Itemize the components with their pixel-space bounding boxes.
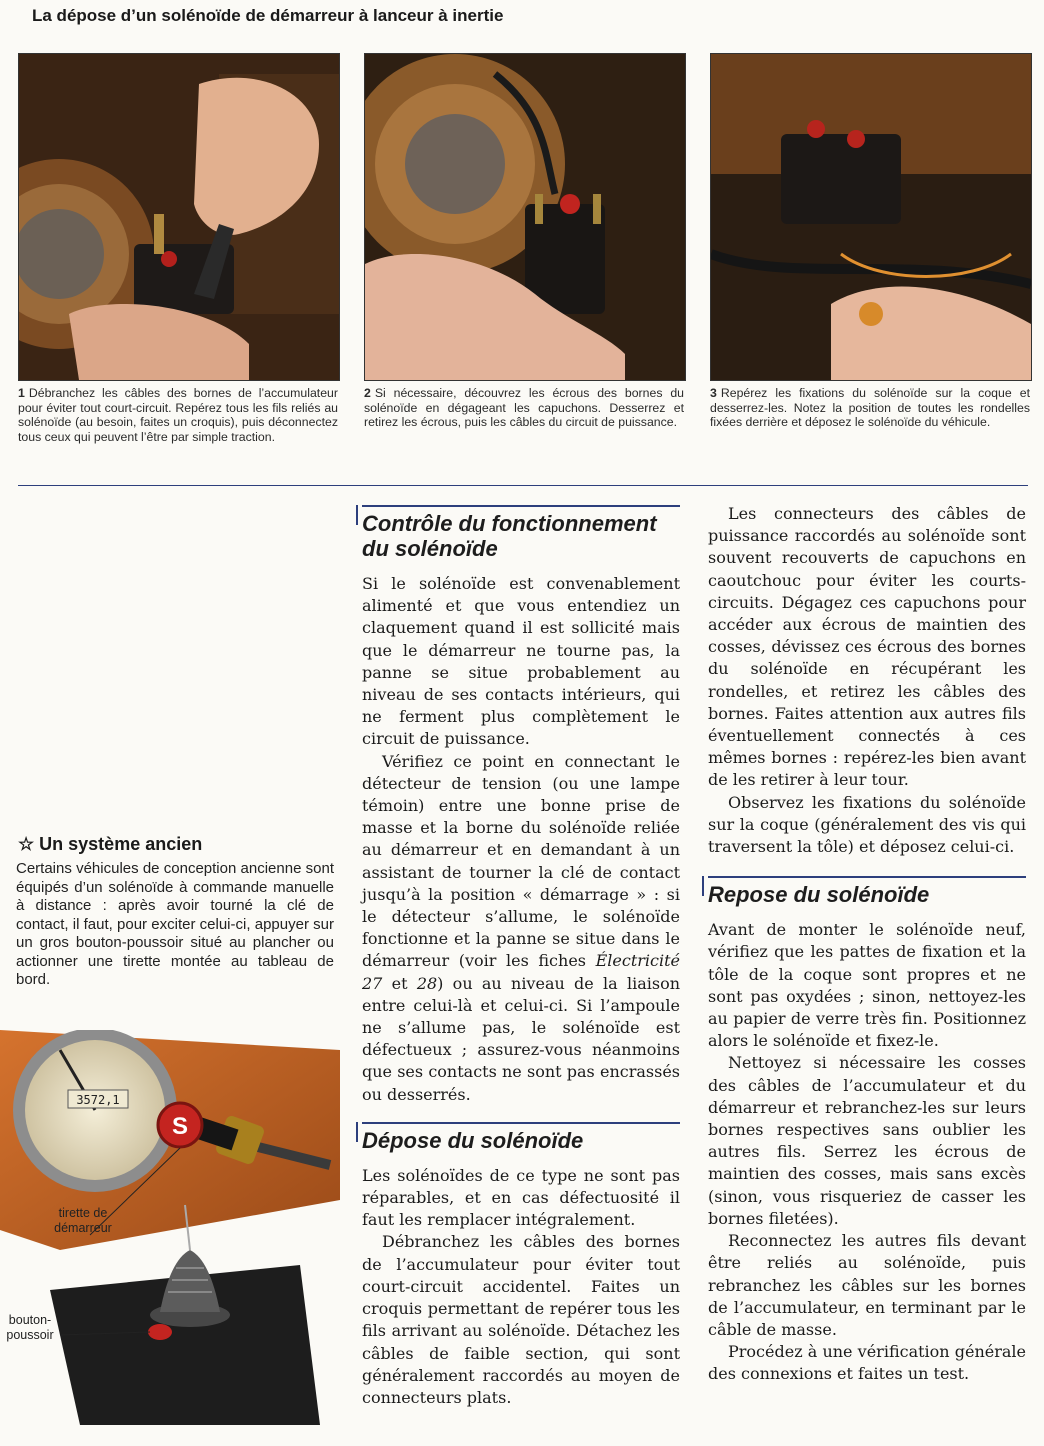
sidebar-title-text: Un système ancien bbox=[39, 834, 203, 854]
depose-paragraph-1: Les solénoïdes de ce type ne sont pas réparables, et en cas défectuosité il faut les remplacer intégralement. bbox=[362, 1165, 680, 1230]
caption-number: 1 bbox=[18, 386, 25, 400]
controle-p2-and: et bbox=[382, 973, 417, 993]
controle-paragraph-1: Si le solénoïde est convenablement alimenté et que vous entendiez un claquement quand il est sollicité mais que le démarreur ne tourne pas, la panne se situe probablement au niveau de ses contacts intérieurs, qui ne ferment plus complètement le circuit de puissance. bbox=[362, 574, 680, 749]
caption-step-3 bbox=[710, 386, 1030, 430]
caption-step-1 bbox=[18, 386, 338, 444]
gauge-odometer: 3572,1 bbox=[76, 1093, 120, 1107]
caption-text: Si nécessaire, découvrez les écrous des bornes du solénoïde en dégageant les capuchons. Desserrez et retirez les écrous, puis les câbles du circuit de puissance. bbox=[364, 386, 684, 430]
controle-ref-2: 28 bbox=[416, 973, 438, 993]
caption-text: Repérez les fixations du solénoïde sur la coque et desserrez-les. Notez la position de toutes les rondelles fixées derrière et déposez le solénoïde du véhicule. bbox=[710, 386, 1030, 430]
caption-step-2 bbox=[364, 386, 684, 430]
caption-text: Débranchez les câbles des bornes de l’accumulateur pour éviter tout court-circuit. Repérez tous les fils reliés au solénoïde (au besoin, faites un croquis), puis déconnectez tous ceux qui peuvent l’être par simple traction. bbox=[18, 386, 338, 444]
photo-step-3 bbox=[710, 53, 1032, 381]
heading-depose: Dépose du solénoïde bbox=[362, 1122, 680, 1159]
sidebar-text: Certains véhicules de conception ancienne sont équipés d’un solénoïde à commande manuelle à distance : après avoir tourné la clé de contact, il faut, pour exciter celui-ci, appuyer sur un gros bouton-poussoir situé au plancher ou actionner une tirette montée au tableau de bord. bbox=[16, 860, 334, 988]
controle-ref-1: Électricité 27 bbox=[362, 951, 680, 993]
page-title: La dépose d’un solénoïde de démarreur à lanceur à inertie bbox=[32, 6, 504, 25]
heading-controle bbox=[362, 505, 680, 567]
repose-paragraph-1: Avant de monter le solénoïde neuf, vérifiez que les pattes de fixation et la tôle de la coque sont propres et ne sont pas oxydées ; sinon, nettoyez-les au papier de verre très fin. Positionnez alors le solénoïde et fixez-le. bbox=[708, 920, 1026, 1051]
heading-controle-line2: du solénoïde bbox=[362, 536, 498, 561]
depose-paragraph-2: Débranchez les câbles des bornes de l’accumulateur pour éviter tout court-circuit accidentel. Faites un croquis permettant de repérer tous les fils arrivant au solénoïde. Détachez les câbles de faible section, qui sont généralement raccordés au moyen de connecteurs plats. bbox=[362, 1232, 680, 1407]
heading-controle-line1: Contrôle du fonctionnement bbox=[362, 511, 657, 536]
star-icon: ☆ bbox=[18, 834, 35, 854]
column-right bbox=[708, 503, 1026, 1386]
controle-paragraph-2 bbox=[362, 751, 680, 1106]
photo-step-1 bbox=[18, 53, 340, 381]
column-middle bbox=[362, 505, 680, 1409]
controle-p2-text-a: Vérifiez ce point en connectant le détecteur de tension (ou une lampe témoin) entre une bonne prise de masse et la borne du solénoïde reliée au démarreur et en demandant à un assistant de tourner la clé de contact jusqu’à la position « démarrage » : si le détecteur s’allume, le solénoïde fonctionne et la panne se situe dans le démarreur (voir les fiches bbox=[362, 751, 680, 971]
repose-paragraph-4: Procédez à une vérification générale des connexions et faites un test. bbox=[708, 1342, 1026, 1384]
label-bouton: bouton-poussoir bbox=[6, 1313, 54, 1342]
controle-p2-text-b: ) ou au niveau de la liaison entre celui-là et celui-ci. Si l’ampoule ne s’allume pas, le solénoïde est défectueux ; assurez-vous néanmoins que ses contacts ne sont pas encrassés ou desserrés. bbox=[362, 973, 681, 1104]
photo-step-2 bbox=[364, 53, 686, 381]
right-paragraph-1: Les connecteurs des câbles de puissance raccordés au solénoïde sont souvent recouverts de capuchons en caoutchouc pour éviter les courts-circuits. Dégagez ces capuchons pour accéder aux écrous de maintien des cosses, dévissez ces écrous des bornes du solénoïde en récupérant les rondelles, et retirez les câbles des bornes. Faites attention aux autres fils éventuellement connectés à ces mêmes bornes : repérez-les bien avant de les retirer à leur tour. bbox=[708, 504, 1026, 790]
caption-number: 3 bbox=[710, 386, 717, 400]
section-divider bbox=[18, 485, 1028, 486]
right-paragraph-2: Observez les fixations du solénoïde sur la coque (généralement des vis qui traversent la tôle) et déposez celui-ci. bbox=[708, 792, 1026, 857]
heading-repose: Repose du solénoïde bbox=[708, 876, 1026, 913]
label-tirette: tirette de démarreur bbox=[54, 1206, 112, 1235]
repose-paragraph-2: Nettoyez si nécessaire les cosses des câbles de l’accumulateur et du démarreur et rebranchez-les sur leurs bornes respectives sans oublier les autres fils. Serrez les écrous de maintien des cosses, mais sans excès (sinon, vous risqueriez de casser les bornes filetées). bbox=[708, 1053, 1026, 1228]
sidebar-title bbox=[18, 834, 202, 855]
caption-number: 2 bbox=[364, 386, 371, 400]
repose-paragraph-3: Reconnectez les autres fils devant être reliés au solénoïde, puis rebranchez les câbles sur les bornes de l’accumulateur, en terminant par le câble de masse. bbox=[708, 1231, 1026, 1339]
knob-letter: S bbox=[171, 1113, 189, 1140]
